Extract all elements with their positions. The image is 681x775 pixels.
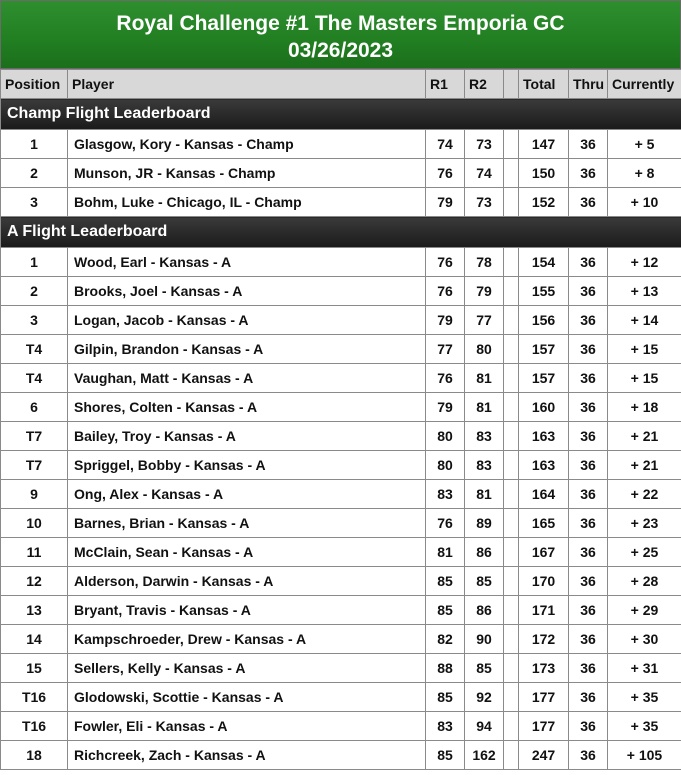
row-thru: 36 bbox=[569, 625, 608, 654]
row-spacer bbox=[504, 188, 519, 217]
row-total: 173 bbox=[519, 654, 569, 683]
row-position: T16 bbox=[1, 712, 68, 741]
row-r2: 77 bbox=[465, 306, 504, 335]
row-total: 170 bbox=[519, 567, 569, 596]
row-total: 155 bbox=[519, 277, 569, 306]
row-r1: 76 bbox=[426, 509, 465, 538]
table-row bbox=[1, 480, 681, 509]
row-r1: 80 bbox=[426, 422, 465, 451]
row-thru: 36 bbox=[569, 130, 608, 159]
row-currently: + 35 bbox=[608, 683, 681, 712]
row-r1: 79 bbox=[426, 188, 465, 217]
row-position: 14 bbox=[1, 625, 68, 654]
row-position: 11 bbox=[1, 538, 68, 567]
row-currently: + 5 bbox=[608, 130, 681, 159]
row-r1: 76 bbox=[426, 159, 465, 188]
row-player: Wood, Earl - Kansas - A bbox=[68, 248, 426, 277]
header-player: Player bbox=[68, 70, 426, 99]
row-total: 150 bbox=[519, 159, 569, 188]
row-total: 167 bbox=[519, 538, 569, 567]
row-spacer bbox=[504, 393, 519, 422]
row-position: 2 bbox=[1, 159, 68, 188]
table-row bbox=[1, 364, 681, 393]
row-r1: 85 bbox=[426, 683, 465, 712]
row-player: Fowler, Eli - Kansas - A bbox=[68, 712, 426, 741]
row-r2: 85 bbox=[465, 567, 504, 596]
row-r2: 94 bbox=[465, 712, 504, 741]
row-position: 3 bbox=[1, 306, 68, 335]
row-spacer bbox=[504, 538, 519, 567]
row-player: Kampschroeder, Drew - Kansas - A bbox=[68, 625, 426, 654]
row-r2: 90 bbox=[465, 625, 504, 654]
row-r1: 85 bbox=[426, 567, 465, 596]
table-row bbox=[1, 277, 681, 306]
row-currently: + 28 bbox=[608, 567, 681, 596]
row-player: Alderson, Darwin - Kansas - A bbox=[68, 567, 426, 596]
table-row bbox=[1, 393, 681, 422]
row-player: Bryant, Travis - Kansas - A bbox=[68, 596, 426, 625]
row-total: 165 bbox=[519, 509, 569, 538]
row-r2: 80 bbox=[465, 335, 504, 364]
table-row bbox=[1, 335, 681, 364]
row-player: Glodowski, Scottie - Kansas - A bbox=[68, 683, 426, 712]
row-spacer bbox=[504, 654, 519, 683]
row-r1: 83 bbox=[426, 480, 465, 509]
row-player: Munson, JR - Kansas - Champ bbox=[68, 159, 426, 188]
row-total: 171 bbox=[519, 596, 569, 625]
row-player: Spriggel, Bobby - Kansas - A bbox=[68, 451, 426, 480]
row-thru: 36 bbox=[569, 306, 608, 335]
row-position: 15 bbox=[1, 654, 68, 683]
row-r2: 85 bbox=[465, 654, 504, 683]
row-total: 177 bbox=[519, 712, 569, 741]
row-spacer bbox=[504, 130, 519, 159]
row-thru: 36 bbox=[569, 422, 608, 451]
column-header-row bbox=[1, 70, 681, 99]
row-player: McClain, Sean - Kansas - A bbox=[68, 538, 426, 567]
row-r2: 81 bbox=[465, 393, 504, 422]
table-row bbox=[1, 712, 681, 741]
table-row bbox=[1, 538, 681, 567]
table-row bbox=[1, 683, 681, 712]
row-total: 147 bbox=[519, 130, 569, 159]
row-thru: 36 bbox=[569, 393, 608, 422]
row-spacer bbox=[504, 422, 519, 451]
row-thru: 36 bbox=[569, 277, 608, 306]
row-player: Ong, Alex - Kansas - A bbox=[68, 480, 426, 509]
row-player: Glasgow, Kory - Kansas - Champ bbox=[68, 130, 426, 159]
row-total: 160 bbox=[519, 393, 569, 422]
row-position: T7 bbox=[1, 422, 68, 451]
row-total: 154 bbox=[519, 248, 569, 277]
table-row bbox=[1, 130, 681, 159]
header-currently: Currently bbox=[608, 70, 681, 99]
row-spacer bbox=[504, 567, 519, 596]
row-total: 152 bbox=[519, 188, 569, 217]
leaderboard-title-banner bbox=[0, 0, 681, 69]
row-total: 156 bbox=[519, 306, 569, 335]
row-position: 18 bbox=[1, 741, 68, 770]
header-total: Total bbox=[519, 70, 569, 99]
flight-title: A Flight Leaderboard bbox=[1, 217, 681, 248]
table-row bbox=[1, 306, 681, 335]
row-position: 1 bbox=[1, 130, 68, 159]
header-r2: R2 bbox=[465, 70, 504, 99]
header-r1: R1 bbox=[426, 70, 465, 99]
row-player: Bohm, Luke - Chicago, IL - Champ bbox=[68, 188, 426, 217]
row-total: 177 bbox=[519, 683, 569, 712]
row-total: 163 bbox=[519, 451, 569, 480]
row-spacer bbox=[504, 335, 519, 364]
row-position: 1 bbox=[1, 248, 68, 277]
row-spacer bbox=[504, 741, 519, 770]
row-currently: + 15 bbox=[608, 364, 681, 393]
table-row bbox=[1, 422, 681, 451]
row-r1: 74 bbox=[426, 130, 465, 159]
row-thru: 36 bbox=[569, 480, 608, 509]
row-player: Gilpin, Brandon - Kansas - A bbox=[68, 335, 426, 364]
row-total: 164 bbox=[519, 480, 569, 509]
row-r2: 86 bbox=[465, 596, 504, 625]
table-row bbox=[1, 159, 681, 188]
header-spacer bbox=[504, 70, 519, 99]
row-r1: 79 bbox=[426, 306, 465, 335]
row-currently: + 30 bbox=[608, 625, 681, 654]
row-r1: 77 bbox=[426, 335, 465, 364]
row-currently: + 18 bbox=[608, 393, 681, 422]
leaderboard-table bbox=[0, 69, 681, 770]
flight-header-row bbox=[1, 217, 681, 248]
row-spacer bbox=[504, 509, 519, 538]
row-r2: 83 bbox=[465, 422, 504, 451]
row-currently: + 21 bbox=[608, 422, 681, 451]
row-spacer bbox=[504, 480, 519, 509]
table-row bbox=[1, 596, 681, 625]
row-currently: + 14 bbox=[608, 306, 681, 335]
row-total: 157 bbox=[519, 364, 569, 393]
row-thru: 36 bbox=[569, 364, 608, 393]
row-position: T16 bbox=[1, 683, 68, 712]
row-thru: 36 bbox=[569, 335, 608, 364]
row-spacer bbox=[504, 596, 519, 625]
row-position: T7 bbox=[1, 451, 68, 480]
row-r2: 73 bbox=[465, 188, 504, 217]
row-r2: 89 bbox=[465, 509, 504, 538]
row-currently: + 22 bbox=[608, 480, 681, 509]
row-spacer bbox=[504, 712, 519, 741]
row-r2: 79 bbox=[465, 277, 504, 306]
row-r2: 74 bbox=[465, 159, 504, 188]
table-row bbox=[1, 625, 681, 654]
leaderboard-body bbox=[1, 99, 681, 770]
row-total: 157 bbox=[519, 335, 569, 364]
table-row bbox=[1, 741, 681, 770]
row-position: 3 bbox=[1, 188, 68, 217]
row-spacer bbox=[504, 159, 519, 188]
row-r2: 81 bbox=[465, 364, 504, 393]
row-currently: + 35 bbox=[608, 712, 681, 741]
row-thru: 36 bbox=[569, 451, 608, 480]
row-currently: + 15 bbox=[608, 335, 681, 364]
row-thru: 36 bbox=[569, 567, 608, 596]
row-r1: 76 bbox=[426, 248, 465, 277]
row-player: Logan, Jacob - Kansas - A bbox=[68, 306, 426, 335]
table-row bbox=[1, 654, 681, 683]
row-thru: 36 bbox=[569, 712, 608, 741]
row-r1: 80 bbox=[426, 451, 465, 480]
row-currently: + 31 bbox=[608, 654, 681, 683]
row-spacer bbox=[504, 683, 519, 712]
header-thru: Thru bbox=[569, 70, 608, 99]
row-r2: 78 bbox=[465, 248, 504, 277]
tournament-title: Royal Challenge #1 The Masters Emporia GC bbox=[116, 12, 565, 35]
row-total: 163 bbox=[519, 422, 569, 451]
row-thru: 36 bbox=[569, 509, 608, 538]
row-currently: + 29 bbox=[608, 596, 681, 625]
row-position: 2 bbox=[1, 277, 68, 306]
row-spacer bbox=[504, 451, 519, 480]
row-r2: 73 bbox=[465, 130, 504, 159]
row-player: Richcreek, Zach - Kansas - A bbox=[68, 741, 426, 770]
row-r2: 81 bbox=[465, 480, 504, 509]
row-r1: 83 bbox=[426, 712, 465, 741]
header-position: Position bbox=[1, 70, 68, 99]
row-currently: + 10 bbox=[608, 188, 681, 217]
row-spacer bbox=[504, 364, 519, 393]
flight-title: Champ Flight Leaderboard bbox=[1, 99, 681, 130]
table-row bbox=[1, 509, 681, 538]
table-row bbox=[1, 248, 681, 277]
flight-header-row bbox=[1, 99, 681, 130]
table-row bbox=[1, 567, 681, 596]
row-currently: + 21 bbox=[608, 451, 681, 480]
row-position: 13 bbox=[1, 596, 68, 625]
row-thru: 36 bbox=[569, 654, 608, 683]
row-r1: 88 bbox=[426, 654, 465, 683]
table-row bbox=[1, 188, 681, 217]
row-currently: + 23 bbox=[608, 509, 681, 538]
row-spacer bbox=[504, 248, 519, 277]
row-currently: + 25 bbox=[608, 538, 681, 567]
row-position: T4 bbox=[1, 364, 68, 393]
row-player: Shores, Colten - Kansas - A bbox=[68, 393, 426, 422]
row-total: 172 bbox=[519, 625, 569, 654]
row-r1: 85 bbox=[426, 741, 465, 770]
row-position: 9 bbox=[1, 480, 68, 509]
row-player: Bailey, Troy - Kansas - A bbox=[68, 422, 426, 451]
row-position: 6 bbox=[1, 393, 68, 422]
row-spacer bbox=[504, 277, 519, 306]
row-r2: 83 bbox=[465, 451, 504, 480]
row-r2: 86 bbox=[465, 538, 504, 567]
row-r1: 76 bbox=[426, 277, 465, 306]
row-currently: + 8 bbox=[608, 159, 681, 188]
row-thru: 36 bbox=[569, 596, 608, 625]
row-player: Vaughan, Matt - Kansas - A bbox=[68, 364, 426, 393]
row-r1: 79 bbox=[426, 393, 465, 422]
row-thru: 36 bbox=[569, 683, 608, 712]
row-r2: 162 bbox=[465, 741, 504, 770]
row-currently: + 12 bbox=[608, 248, 681, 277]
row-r1: 82 bbox=[426, 625, 465, 654]
row-currently: + 105 bbox=[608, 741, 681, 770]
row-thru: 36 bbox=[569, 741, 608, 770]
row-r2: 92 bbox=[465, 683, 504, 712]
row-position: T4 bbox=[1, 335, 68, 364]
row-player: Sellers, Kelly - Kansas - A bbox=[68, 654, 426, 683]
row-player: Brooks, Joel - Kansas - A bbox=[68, 277, 426, 306]
row-currently: + 13 bbox=[608, 277, 681, 306]
row-thru: 36 bbox=[569, 248, 608, 277]
row-r1: 76 bbox=[426, 364, 465, 393]
row-spacer bbox=[504, 625, 519, 654]
row-r1: 81 bbox=[426, 538, 465, 567]
row-player: Barnes, Brian - Kansas - A bbox=[68, 509, 426, 538]
table-row bbox=[1, 451, 681, 480]
row-thru: 36 bbox=[569, 188, 608, 217]
row-spacer bbox=[504, 306, 519, 335]
row-total: 247 bbox=[519, 741, 569, 770]
row-thru: 36 bbox=[569, 159, 608, 188]
tournament-date: 03/26/2023 bbox=[287, 39, 394, 62]
row-thru: 36 bbox=[569, 538, 608, 567]
row-position: 12 bbox=[1, 567, 68, 596]
row-r1: 85 bbox=[426, 596, 465, 625]
row-position: 10 bbox=[1, 509, 68, 538]
